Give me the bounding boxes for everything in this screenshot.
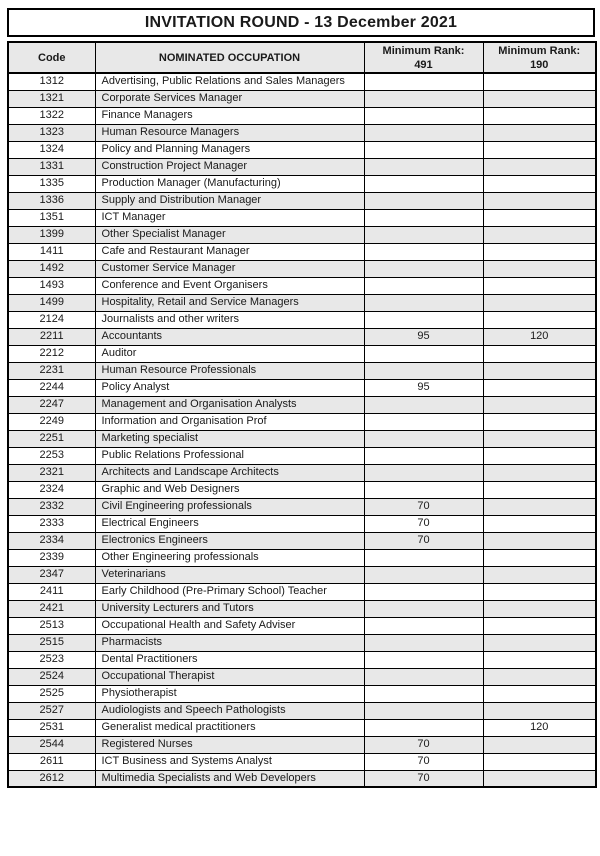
occupation-name: Other Engineering professionals: [95, 549, 364, 566]
table-row: [8, 141, 596, 158]
min-rank-491-value: [364, 107, 483, 124]
header-row: [8, 42, 596, 73]
occupation-name: Supply and Distribution Manager: [95, 192, 364, 209]
min-rank-190-value: [483, 549, 596, 566]
min-rank-491-value: [364, 141, 483, 158]
min-rank-491-value: [364, 413, 483, 430]
table-row: [8, 770, 596, 787]
table-row: [8, 447, 596, 464]
occupation-name: Other Specialist Manager: [95, 226, 364, 243]
min-rank-491-value: [364, 447, 483, 464]
min-rank-491-value: 70: [364, 532, 483, 549]
min-rank-190-value: [483, 753, 596, 770]
min-rank-190-value: [483, 226, 596, 243]
occupation-name: Hospitality, Retail and Service Managers: [95, 294, 364, 311]
min-rank-190-value: [483, 481, 596, 498]
table-row: [8, 583, 596, 600]
occupation-name: Accountants: [95, 328, 364, 345]
table-row: [8, 277, 596, 294]
occupation-code: 2339: [8, 549, 95, 566]
table-row: [8, 634, 596, 651]
table-row: [8, 430, 596, 447]
occupation-code: 1312: [8, 73, 95, 90]
invitation-round-table: [7, 41, 597, 788]
occupation-code: 2249: [8, 413, 95, 430]
occupation-code: 2612: [8, 770, 95, 787]
min-rank-190-value: 120: [483, 328, 596, 345]
occupation-code: 1411: [8, 243, 95, 260]
min-rank-190-value: [483, 447, 596, 464]
min-rank-491-value: 70: [364, 498, 483, 515]
occupation-code: 1499: [8, 294, 95, 311]
min-rank-491-value: [364, 158, 483, 175]
min-rank-190-value: [483, 345, 596, 362]
occupation-code: 2321: [8, 464, 95, 481]
occupation-name: Human Resource Professionals: [95, 362, 364, 379]
header-minimum-rank-491-value: 491: [414, 58, 433, 71]
occupation-code: 2247: [8, 396, 95, 413]
table-row: [8, 753, 596, 770]
min-rank-491-value: [364, 396, 483, 413]
header-minimum-rank-491: [364, 42, 483, 73]
min-rank-190-value: [483, 107, 596, 124]
min-rank-491-value: [364, 209, 483, 226]
occupation-name: Conference and Event Organisers: [95, 277, 364, 294]
table-row: [8, 362, 596, 379]
occupation-name: Electronics Engineers: [95, 532, 364, 549]
min-rank-190-value: [483, 634, 596, 651]
occupation-name: Electrical Engineers: [95, 515, 364, 532]
header-code: Code: [8, 42, 95, 73]
occupation-name: Dental Practitioners: [95, 651, 364, 668]
occupation-name: Human Resource Managers: [95, 124, 364, 141]
occupation-code: 2253: [8, 447, 95, 464]
min-rank-190-value: [483, 379, 596, 396]
occupation-code: 2334: [8, 532, 95, 549]
min-rank-190-value: [483, 668, 596, 685]
occupation-code: 2531: [8, 719, 95, 736]
occupation-name: Customer Service Manager: [95, 260, 364, 277]
occupation-name: University Lecturers and Tutors: [95, 600, 364, 617]
occupation-name: Registered Nurses: [95, 736, 364, 753]
document-title: INVITATION ROUND - 13 December 2021: [144, 13, 458, 31]
occupation-name: Policy Analyst: [95, 379, 364, 396]
header-minimum-rank-190-value: 190: [530, 58, 549, 71]
min-rank-190-value: [483, 583, 596, 600]
min-rank-190-value: [483, 158, 596, 175]
table-row: [8, 481, 596, 498]
table-row: [8, 175, 596, 192]
occupation-code: 1493: [8, 277, 95, 294]
min-rank-491-value: [364, 549, 483, 566]
min-rank-190-value: [483, 90, 596, 107]
header-minimum-rank-190-label: Minimum Rank:: [498, 44, 581, 57]
occupation-name: Advertising, Public Relations and Sales Managers: [95, 73, 364, 90]
table-row: [8, 651, 596, 668]
occupation-name: Early Childhood (Pre-Primary School) Teacher: [95, 583, 364, 600]
min-rank-491-value: [364, 566, 483, 583]
min-rank-491-value: [364, 583, 483, 600]
occupation-name: Information and Organisation Prof: [95, 413, 364, 430]
min-rank-491-value: [364, 702, 483, 719]
occupation-code: 2324: [8, 481, 95, 498]
table-row: [8, 345, 596, 362]
min-rank-190-value: [483, 260, 596, 277]
occupation-code: 1324: [8, 141, 95, 158]
header-minimum-rank-491-label: Minimum Rank:: [382, 44, 465, 57]
table-row: [8, 107, 596, 124]
min-rank-190-value: [483, 277, 596, 294]
occupation-code: 1336: [8, 192, 95, 209]
occupation-code: 2527: [8, 702, 95, 719]
min-rank-491-value: [364, 668, 483, 685]
header-minimum-rank-190: [483, 42, 596, 73]
table-row: [8, 566, 596, 583]
table-row: [8, 685, 596, 702]
table-row: [8, 209, 596, 226]
table-row: [8, 719, 596, 736]
min-rank-491-value: [364, 124, 483, 141]
occupation-name: ICT Manager: [95, 209, 364, 226]
table-row: [8, 158, 596, 175]
table-row: [8, 294, 596, 311]
min-rank-491-value: 95: [364, 328, 483, 345]
occupation-name: Physiotherapist: [95, 685, 364, 702]
min-rank-190-value: [483, 515, 596, 532]
table-row: [8, 736, 596, 753]
occupation-name: Construction Project Manager: [95, 158, 364, 175]
table-row: [8, 192, 596, 209]
min-rank-491-value: 95: [364, 379, 483, 396]
min-rank-190-value: [483, 736, 596, 753]
occupation-code: 2332: [8, 498, 95, 515]
occupation-code: 2411: [8, 583, 95, 600]
table-row: [8, 515, 596, 532]
occupation-name: Public Relations Professional: [95, 447, 364, 464]
min-rank-491-value: 70: [364, 515, 483, 532]
occupation-code: 2211: [8, 328, 95, 345]
min-rank-491-value: [364, 481, 483, 498]
min-rank-190-value: [483, 685, 596, 702]
min-rank-190-value: [483, 175, 596, 192]
occupation-code: 1331: [8, 158, 95, 175]
occupation-name: Policy and Planning Managers: [95, 141, 364, 158]
min-rank-491-value: [364, 600, 483, 617]
occupation-name: Graphic and Web Designers: [95, 481, 364, 498]
min-rank-491-value: [364, 651, 483, 668]
min-rank-491-value: [364, 90, 483, 107]
occupation-code: 2212: [8, 345, 95, 362]
occupation-name: Multimedia Specialists and Web Developers: [95, 770, 364, 787]
min-rank-190-value: [483, 702, 596, 719]
min-rank-190-value: [483, 770, 596, 787]
occupation-name: Pharmacists: [95, 634, 364, 651]
min-rank-491-value: [364, 685, 483, 702]
min-rank-491-value: [364, 192, 483, 209]
occupation-code: 2251: [8, 430, 95, 447]
occupation-name: Marketing specialist: [95, 430, 364, 447]
min-rank-190-value: [483, 209, 596, 226]
occupation-code: 1351: [8, 209, 95, 226]
occupation-code: 2347: [8, 566, 95, 583]
min-rank-491-value: [364, 719, 483, 736]
min-rank-491-value: [364, 294, 483, 311]
occupation-name: Journalists and other writers: [95, 311, 364, 328]
min-rank-190-value: [483, 311, 596, 328]
min-rank-190-value: [483, 413, 596, 430]
table-row: [8, 668, 596, 685]
table-row: [8, 617, 596, 634]
table-row: [8, 413, 596, 430]
min-rank-491-value: [364, 175, 483, 192]
table-row: [8, 328, 596, 345]
table-row: [8, 379, 596, 396]
occupation-name: Occupational Therapist: [95, 668, 364, 685]
occupation-name: Audiologists and Speech Pathologists: [95, 702, 364, 719]
occupation-name: Management and Organisation Analysts: [95, 396, 364, 413]
occupation-code: 2524: [8, 668, 95, 685]
occupation-name: Finance Managers: [95, 107, 364, 124]
table-header: [8, 42, 596, 73]
table-row: [8, 532, 596, 549]
min-rank-190-value: [483, 464, 596, 481]
occupation-code: 2515: [8, 634, 95, 651]
occupation-name: Veterinarians: [95, 566, 364, 583]
table-row: [8, 226, 596, 243]
table-row: [8, 464, 596, 481]
occupation-code: 2124: [8, 311, 95, 328]
min-rank-190-value: [483, 396, 596, 413]
occupation-code: 2525: [8, 685, 95, 702]
document-page: [7, 8, 595, 788]
occupation-name: Cafe and Restaurant Manager: [95, 243, 364, 260]
table-row: [8, 549, 596, 566]
occupation-code: 2421: [8, 600, 95, 617]
table-row: [8, 243, 596, 260]
occupation-code: 1335: [8, 175, 95, 192]
table-row: [8, 73, 596, 90]
occupation-code: 1322: [8, 107, 95, 124]
table-row: [8, 311, 596, 328]
occupation-name: Production Manager (Manufacturing): [95, 175, 364, 192]
table-body: [8, 73, 596, 787]
occupation-code: 1399: [8, 226, 95, 243]
occupation-code: 2513: [8, 617, 95, 634]
min-rank-190-value: [483, 294, 596, 311]
header-nominated-occupation: NOMINATED OCCUPATION: [95, 42, 364, 73]
occupation-name: Auditor: [95, 345, 364, 362]
min-rank-491-value: [364, 260, 483, 277]
min-rank-491-value: 70: [364, 770, 483, 787]
min-rank-190-value: [483, 617, 596, 634]
min-rank-491-value: [364, 345, 483, 362]
min-rank-190-value: [483, 566, 596, 583]
min-rank-190-value: [483, 73, 596, 90]
table-row: [8, 396, 596, 413]
table-row: [8, 124, 596, 141]
occupation-code: 2544: [8, 736, 95, 753]
min-rank-190-value: [483, 243, 596, 260]
occupation-code: 2333: [8, 515, 95, 532]
min-rank-190-value: [483, 362, 596, 379]
min-rank-491-value: [364, 73, 483, 90]
occupation-name: Corporate Services Manager: [95, 90, 364, 107]
occupation-name: Architects and Landscape Architects: [95, 464, 364, 481]
occupation-code: 2523: [8, 651, 95, 668]
min-rank-190-value: [483, 600, 596, 617]
min-rank-491-value: [364, 464, 483, 481]
min-rank-491-value: [364, 362, 483, 379]
min-rank-190-value: [483, 532, 596, 549]
min-rank-190-value: [483, 141, 596, 158]
min-rank-491-value: 70: [364, 753, 483, 770]
min-rank-190-value: [483, 651, 596, 668]
table-row: [8, 702, 596, 719]
min-rank-190-value: [483, 430, 596, 447]
title-bar: [7, 8, 595, 37]
min-rank-190-value: 120: [483, 719, 596, 736]
occupation-code: 2611: [8, 753, 95, 770]
occupation-name: Occupational Health and Safety Adviser: [95, 617, 364, 634]
min-rank-190-value: [483, 192, 596, 209]
min-rank-491-value: [364, 430, 483, 447]
min-rank-491-value: [364, 617, 483, 634]
table-row: [8, 90, 596, 107]
table-row: [8, 498, 596, 515]
min-rank-491-value: [364, 634, 483, 651]
min-rank-491-value: [364, 277, 483, 294]
min-rank-491-value: [364, 243, 483, 260]
min-rank-491-value: [364, 311, 483, 328]
min-rank-190-value: [483, 498, 596, 515]
occupation-name: Civil Engineering professionals: [95, 498, 364, 515]
table-row: [8, 600, 596, 617]
occupation-name: Generalist medical practitioners: [95, 719, 364, 736]
min-rank-190-value: [483, 124, 596, 141]
occupation-code: 1321: [8, 90, 95, 107]
occupation-code: 1323: [8, 124, 95, 141]
occupation-code: 2231: [8, 362, 95, 379]
min-rank-491-value: [364, 226, 483, 243]
min-rank-491-value: 70: [364, 736, 483, 753]
occupation-code: 2244: [8, 379, 95, 396]
table-row: [8, 260, 596, 277]
occupation-name: ICT Business and Systems Analyst: [95, 753, 364, 770]
occupation-code: 1492: [8, 260, 95, 277]
